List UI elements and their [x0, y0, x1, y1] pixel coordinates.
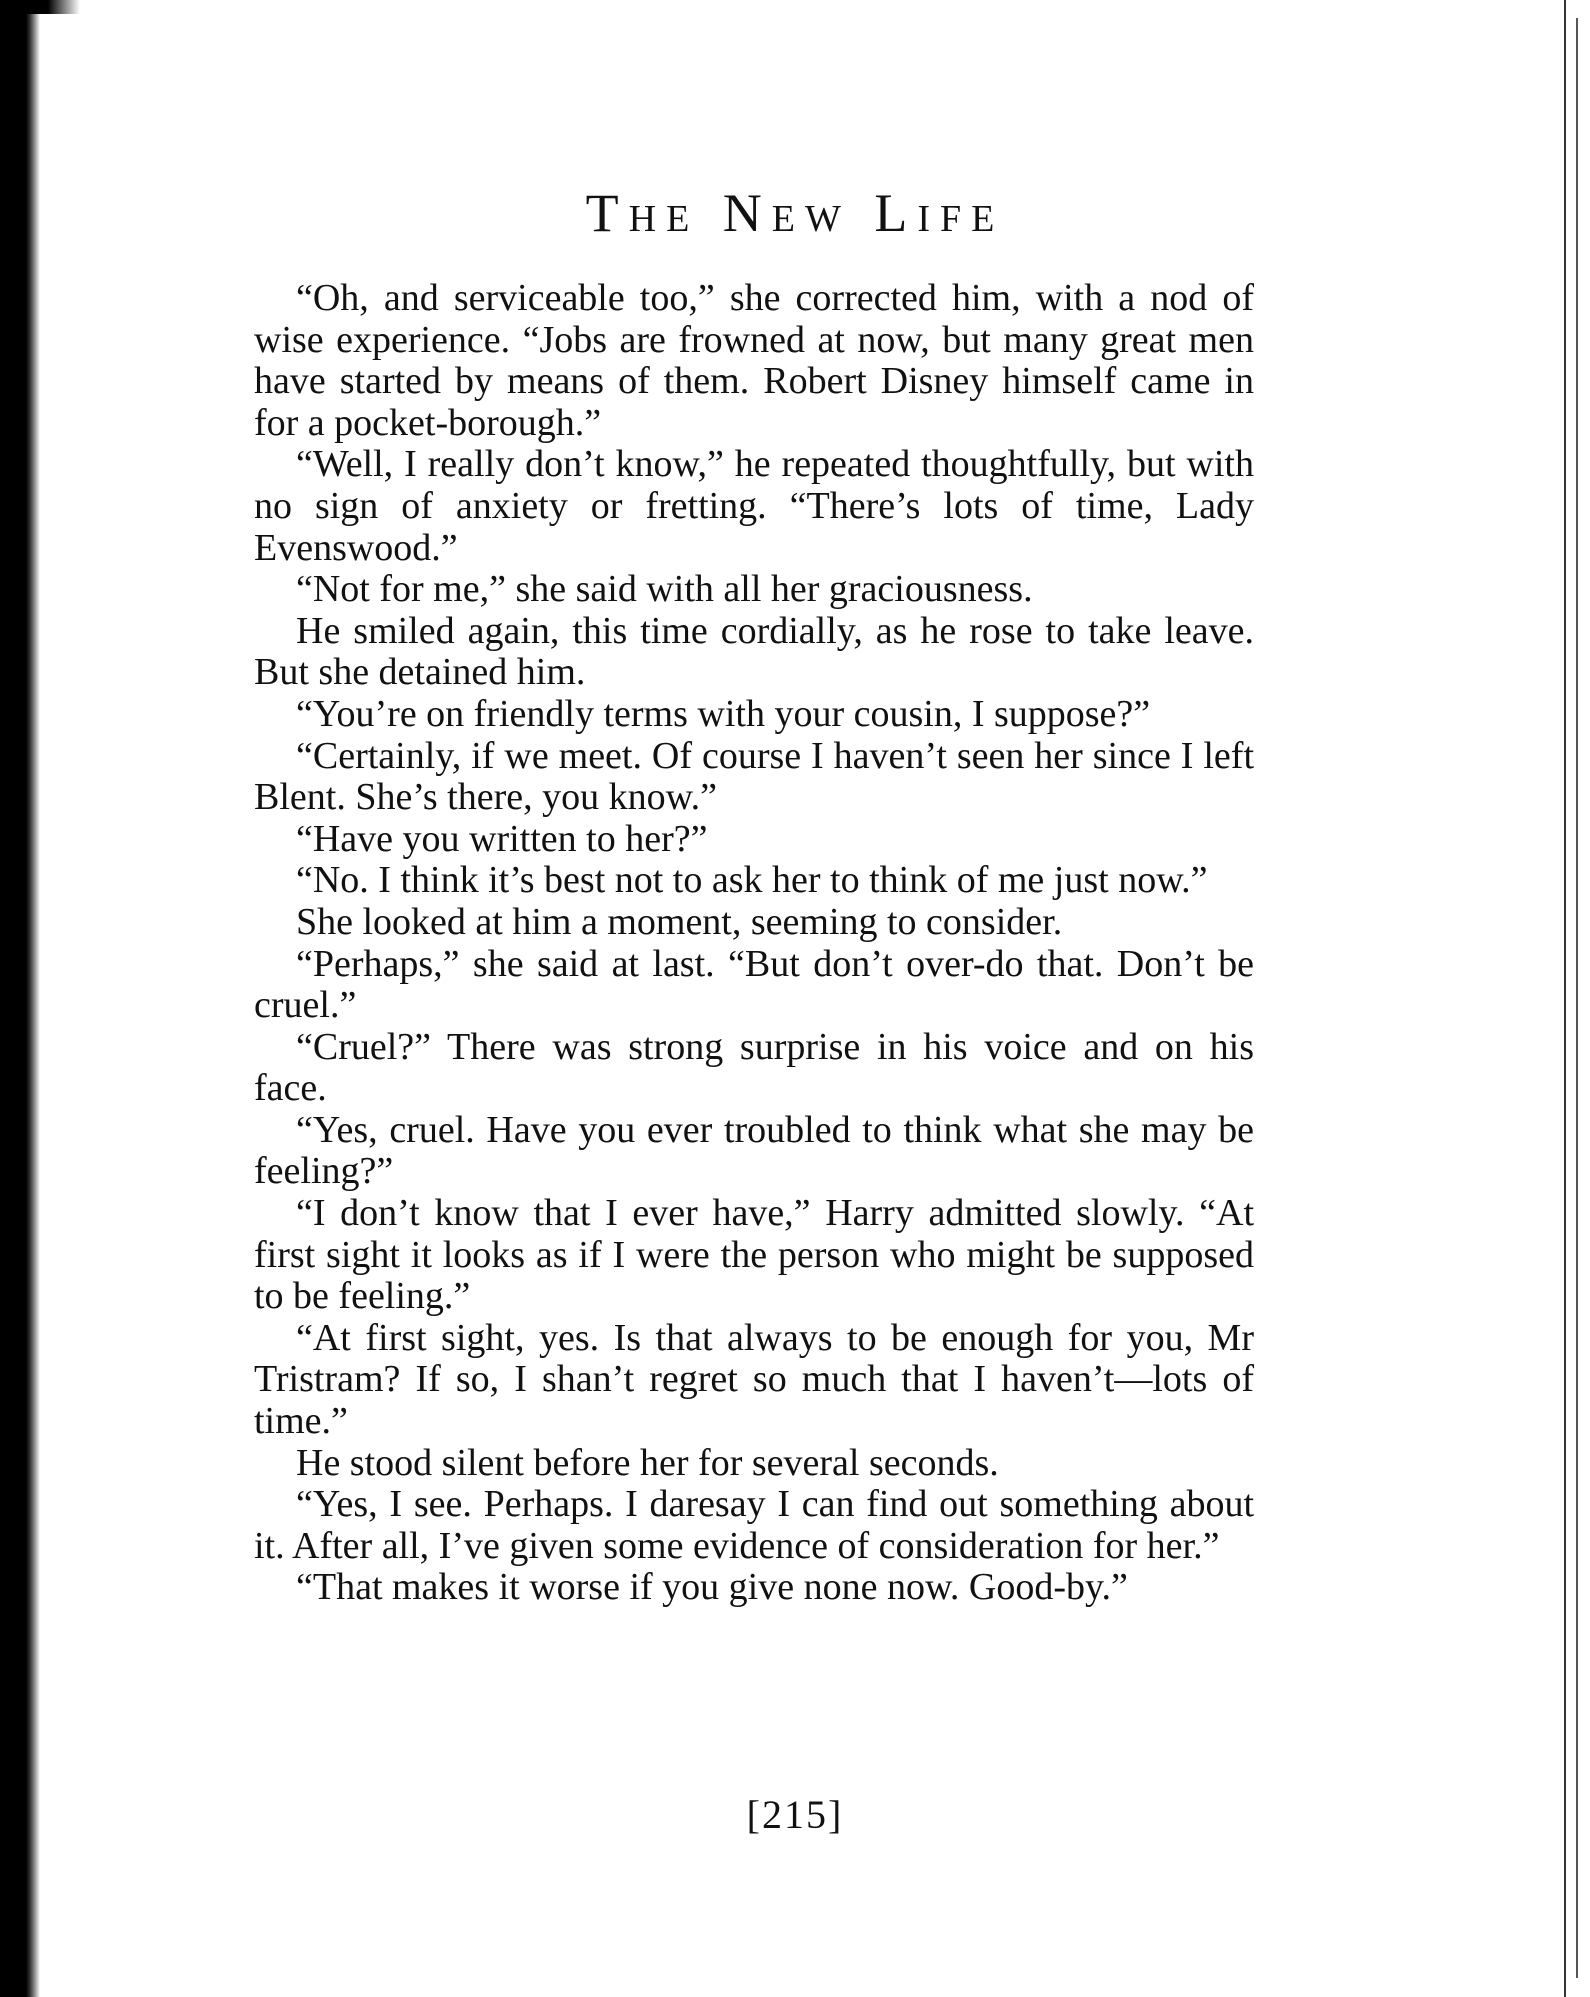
paragraph: “Oh, and serviceable too,” she corrected him, with a nod of wise experience. “Jobs are frowned at now, but many great men have started by means of them. Robert Disney himself came in for a pocket-borough.”: [254, 277, 1254, 444]
paragraph: She looked at him a moment, seeming to consider.: [296, 900, 1063, 943]
book-binding-shadow: [0, 0, 40, 1997]
paragraph: “Not for me,” she said with all her graciousness.: [296, 568, 1033, 611]
paragraph: “You’re on friendly terms with your cousin, I suppose?”: [296, 692, 1151, 735]
paragraph: “Have you written to her?”: [296, 817, 708, 860]
paragraph: “Yes, I see. Perhaps. I daresay I can find out something about it. After all, I’ve given some evidence of consideration for her.”: [254, 1483, 1254, 1567]
page-title: The New Life: [585, 183, 1005, 243]
paragraph: “Cruel?” There was strong surprise in his voice and on his face.: [254, 1025, 1254, 1110]
paragraph: “That makes it worse if you give none now. Good-by.”: [296, 1566, 1128, 1609]
paragraph: “Perhaps,” she said at last. “But don’t over-do that. Don’t be cruel.”: [254, 942, 1254, 1027]
paragraph: “Yes, cruel. Have you ever troubled to think what she may be feeling?”: [254, 1108, 1254, 1193]
book-binding-corner: [0, 0, 80, 14]
paragraph: “Certainly, if we meet. Of course I haven’t seen her since I left Blent. She’s there, you know.”: [254, 734, 1254, 819]
page-edge-line: [1576, 18, 1578, 1978]
paragraph: He stood silent before her for several seconds.: [296, 1441, 999, 1484]
paragraph: “At first sight, yes. Is that always to be enough for you, Mr Tristram? If so, I shan’t regret so much that I haven’t—lots of time.”: [254, 1316, 1254, 1443]
paragraph: “Well, I really don’t know,” he repeated thoughtfully, but with no sign of anxiety or fretting. “There’s lots of time, Lady Evenswood.”: [254, 443, 1254, 569]
paragraph: He smiled again, this time cordially, as he rose to take leave. But she detained him.: [254, 609, 1254, 694]
paragraph: “No. I think it’s best not to ask her to think of me just now.”: [296, 859, 1208, 902]
paragraph: “I don’t know that I ever have,” Harry admitted slowly. “At first sight it looks as if I were the person who might be supposed to be feeling.”: [254, 1192, 1254, 1318]
body-text: [254, 278, 1254, 1609]
page-number: [215]: [746, 1792, 844, 1837]
